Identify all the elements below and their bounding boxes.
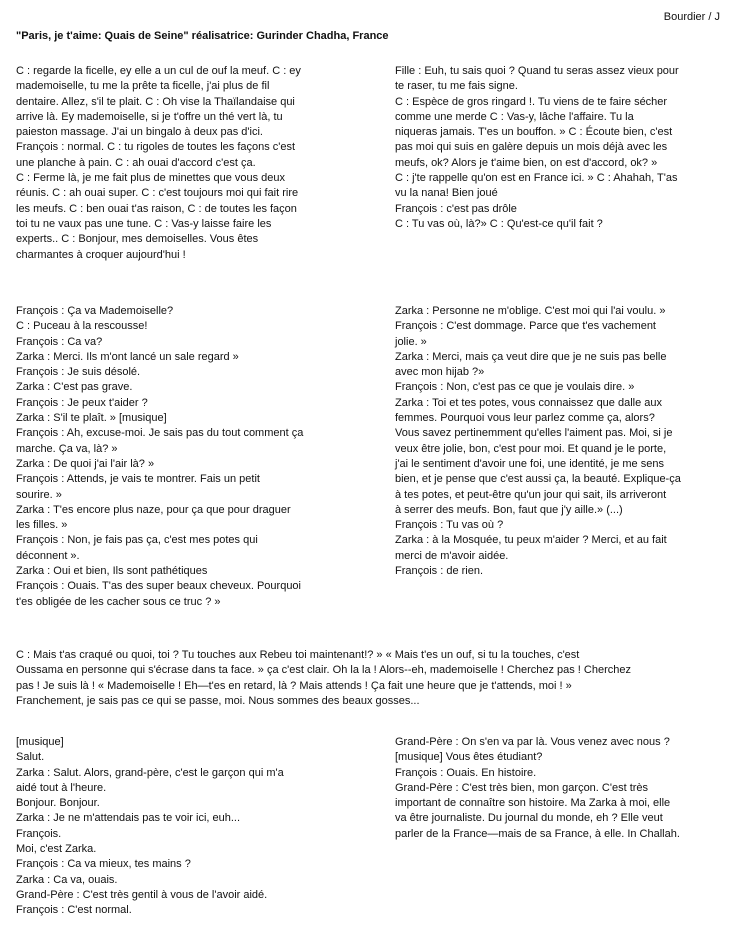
text-line: C : j'te rappelle qu'on est en France ici. » C : Ahahah, T'as (395, 172, 678, 185)
text-line: à serrer des meufs. Bon, faut que j'y aille.» (...) (395, 503, 623, 516)
text-line: Zarka : Ca va, ouais. (16, 873, 118, 886)
text-line: aidé tout à l'heure. (16, 781, 107, 794)
text-line: avec mon hijab ?» (395, 366, 485, 379)
text-line: toi tu ne vaux pas une tune. C : Vas-y laisse faire les (16, 217, 272, 230)
dialogue-block-4-left (16, 735, 358, 919)
text-line: François : Ça va Mademoiselle? (16, 305, 174, 317)
text-line: important de connaître son histoire. Ma Zarka à moi, elle (395, 797, 671, 810)
dialogue-block-3 (16, 648, 722, 709)
text-line: Zarka : Je ne m'attendais pas te voir ici, euh... (16, 812, 241, 825)
text-line: déconnent ». (16, 549, 80, 562)
text-line: à tes potes, et peut-être qu'un jour qui sait, ils arriveront (395, 488, 667, 501)
text-line: vu la nana! Bien joué (395, 187, 498, 200)
text-line: François : Ouais. En histoire. (395, 766, 537, 779)
text-line: merci de m'avoir aidée. (395, 549, 509, 562)
text-line: C : regarde la ficelle, ey elle a un cul de ouf la meuf. C : ey (16, 65, 301, 77)
text-line: Moi, c'est Zarka. (16, 843, 97, 856)
dialogue-block-1-left (16, 64, 358, 263)
text-line: François : normal. C : tu rigoles de toutes les façons c'est (16, 141, 296, 154)
dialogue-block-4-right (395, 735, 723, 842)
text-line: comme une merde C : Vas-y, lâche l'affaire. Tu la (395, 110, 634, 123)
text-line: Zarka : Personne ne m'oblige. C'est moi qui l'ai voulu. » (395, 305, 666, 317)
text-line: pas ! Je suis là ! « Mademoiselle ! Eh—t'es en retard, là ? Mais attends ! Ça fait une heure que je t'attends, moi ! » (16, 679, 572, 692)
text-line: Zarka : Merci, mais ça veut dire que je ne suis pas belle (395, 350, 667, 363)
text-line: [musique] (16, 736, 64, 748)
text-line: François : C'est dommage. Parce que t'es vachement (395, 320, 656, 333)
text-line: réunis. C : ah ouai super. C : c'est toujours moi qui fait rire (16, 187, 299, 200)
text-line: j'ai le sentiment d'avoir une foi, une identité, je me sens (395, 457, 664, 470)
text-line: marche. Ça va, là? » (16, 442, 118, 455)
text-line: meufs, ok? Alors je t'aime bien, on est d'accord, ok? » (395, 156, 658, 169)
text-line: François : Attends, je vais te montrer. Fais un petit (16, 473, 260, 486)
text-line: Grand-Père : On s'en va par là. Vous venez avec nous ? (395, 736, 670, 748)
text-line: C : Espèce de gros ringard !. Tu viens de te faire sécher (395, 95, 668, 108)
text-line: [musique] Vous êtes étudiant? (395, 751, 543, 764)
text-line: femmes. Pourquoi vous leur parlez comme ça, alors? (395, 412, 655, 425)
text-line: Zarka : Oui et bien, Ils sont pathétiques (16, 565, 208, 578)
dialogue-block-2-right (395, 304, 723, 579)
text-line: François : Ouais. T'as des super beaux cheveux. Pourquoi (16, 580, 301, 593)
text-line: les meufs. C : ben ouai t'as raison, C : de toutes les façon (16, 202, 297, 215)
text-line: Grand-Père : C'est très bien, mon garçon. C'est très (395, 781, 649, 794)
text-line: C : Mais t'as craqué ou quoi, toi ? Tu touches aux Rebeu toi maintenant!? » « Mais t'es un ouf, si tu la touches, c'est (16, 649, 580, 661)
text-line: Franchement, je sais pas ce qui se passe, moi. Nous sommes des beaux gosses... (16, 694, 420, 707)
text-line: jolie. » (395, 335, 427, 348)
document-title: "Paris, je t'aime: Quais de Seine" réalisatrice: Gurinder Chadha, France (16, 30, 389, 42)
text-line: Zarka : De quoi j'ai l'air là? » (16, 457, 155, 470)
text-line: Oussama en personne qui s'écrase dans ta face. » ça c'est clair. Oh la la ! Alors--eh, mademoiselle ! Cherchez pas ! Cherchez (16, 664, 632, 677)
text-line: François : Je suis désolé. (16, 366, 141, 379)
text-line: François : Ca va? (16, 335, 103, 348)
text-line: François : Je peux t'aider ? (16, 396, 148, 409)
text-line: Zarka : Salut. Alors, grand-père, c'est le garçon qui m'a (16, 766, 284, 779)
dialogue-block-1-right (395, 64, 723, 232)
text-line: François. (16, 827, 62, 840)
text-line: C : Tu vas où, là?» C : Qu'est-ce qu'il fait ? (395, 217, 603, 230)
text-line: les filles. » (16, 519, 68, 532)
text-line: Grand-Père : C'est très gentil à vous de l'avoir aidé. (16, 888, 268, 901)
dialogue-block-2-left (16, 304, 358, 610)
text-line: François : C'est normal. (16, 904, 132, 917)
text-line: bien, et je pense que c'est aussi ça, la beauté. Explique-ça (395, 473, 681, 486)
text-line: veux être jolie, bon, c'est pour moi. Et quand je le porte, (395, 442, 667, 455)
text-line: Zarka : Merci. Ils m'ont lancé un sale regard » (16, 350, 239, 363)
text-line: paieston massage. J'ai un bingalo à deux pas d'ici. (16, 126, 263, 139)
text-line: Zarka : à la Mosquée, tu peux m'aider ? Merci, et au fait (395, 534, 667, 547)
text-line: Salut. (16, 751, 45, 764)
text-line: C : Ferme là, je me fait plus de minettes que vous deux (16, 172, 286, 185)
text-line: mademoiselle, tu me la prête ta ficelle, j'ai plus de fil (16, 80, 270, 93)
text-line: Vous savez pertinemment qu'elles l'aiment pas. Moi, si je (395, 427, 673, 440)
text-line: sourire. » (16, 488, 62, 501)
text-line: niqueras jamais. T'es un bouffon. » C : Écoute bien, c'est (395, 126, 673, 139)
page-header: Bourdier / J (663, 11, 720, 23)
text-line: t'es obligée de les cacher sous ce truc ? » (16, 595, 221, 608)
text-line: va être journaliste. Du journal du monde, eh ? Elle veut (395, 812, 663, 825)
text-line: François : Ca va mieux, tes mains ? (16, 858, 191, 871)
text-line: François : de rien. (395, 565, 484, 578)
text-line: une planche à pain. C : ah ouai d'accord c'est ça. (16, 156, 256, 169)
text-line: C : Puceau à la rescousse! (16, 320, 148, 333)
text-line: arrive là. Ey mademoiselle, si je t'offre un thé vert là, tu (16, 110, 283, 123)
text-line: François : c'est pas drôle (395, 202, 517, 215)
text-line: Zarka : T'es encore plus naze, pour ça que pour draguer (16, 503, 291, 516)
text-line: François : Ah, excuse-moi. Je sais pas du tout comment ça (16, 427, 304, 440)
text-line: Bonjour. Bonjour. (16, 797, 100, 810)
text-line: charmantes à croquer aujourd'hui ! (16, 248, 186, 261)
text-line: François : Non, je fais pas ça, c'est mes potes qui (16, 534, 258, 547)
text-line: te raser, tu me fais signe. (395, 80, 518, 93)
text-line: parler de la France—mais de sa France, à elle. In Challah. (395, 827, 680, 840)
text-line: Zarka : Toi et tes potes, vous connaissez que dalle aux (395, 396, 663, 409)
text-line: dentaire. Allez, s'il te plait. C : Oh vise la Thaïlandaise qui (16, 95, 295, 108)
text-line: Zarka : S'il te plaît. » [musique] (16, 412, 167, 425)
text-line: Fille : Euh, tu sais quoi ? Quand tu seras assez vieux pour (395, 65, 679, 77)
text-line: experts.. C : Bonjour, mes demoiselles. Vous êtes (16, 233, 259, 246)
text-line: François : Non, c'est pas ce que je voulais dire. » (395, 381, 635, 394)
text-line: pas moi qui suis en galère depuis un mois déjà avec les (395, 141, 668, 154)
text-line: Zarka : C'est pas grave. (16, 381, 133, 394)
text-line: François : Tu vas où ? (395, 519, 504, 532)
